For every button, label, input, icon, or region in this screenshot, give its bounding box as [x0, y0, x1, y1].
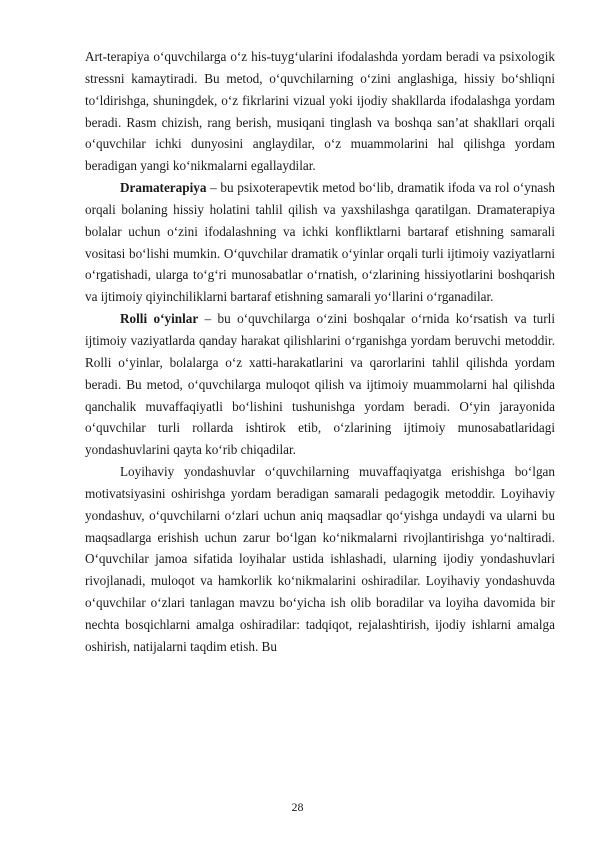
- paragraph-role-play: [85, 308, 555, 461]
- paragraph-dramatherapy: [85, 177, 555, 308]
- document-body: [85, 46, 555, 658]
- paragraph-dramatherapy-text: – bu psixoterapevtik metod bo‘lib, dramatik ifoda va rol o‘ynash orqali bolaning hissiy holatini tahlil qilish va yaxshilashga qaratilgan. Dramaterapiya bolalar uchun o‘zini ifodalashning va ichki konfliktlarni bartaraf etishning samarali vositasi bo‘lishi mumkin. O‘quvchilar dramatik o‘yinlar orqali turli ijtimoiy vaziyatlarni o‘rgatishadi, ularga to‘g‘ri munosabatlar o‘rnatish, o‘zlarining hissiyotlarini boshqarish va ijtimoiy qiyinchiliklarni bartaraf etishning samarali yo‘llarini o‘rganadilar.: [85, 180, 555, 305]
- paragraph-art-therapy: Art-terapiya o‘quvchilarga o‘z his-tuyg‘ularini ifodalashda yordam beradi va psixologik stressni kamaytiradi. Bu metod, o‘quvchilarning o‘zini anglashiga, hissiy bo‘shliqni to‘ldirishga, shuningdek, o‘z fikrlarini vizual yoki ijodiy shakllarda ifodalashga yordam beradi. Rasm chizish, rang berish, musiqani tinglash va boshqa san’at shakllari orqali o‘quvchilar ichki dunyosini anglaydilar, o‘z muammolarini hal qilishga yordam beradigan yangi ko‘nikmalarni egallaydilar.: [85, 49, 555, 174]
- term-dramatherapy: Dramaterapiya: [120, 180, 207, 196]
- paragraph-project-approach: Loyihaviy yondashuvlar o‘quvchilarning muvaffaqiyatga erishishga bo‘lgan motivatsiyasini oshirishga yordam beradigan samarali pedagogik metoddir. Loyihaviy yondashuv, o‘quvchilarni o‘zlari uchun aniq maqsadlar qo‘yishga undaydi va ularni bu maqsadlarga erishish uchun zarur bo‘lgan ko‘nikmalarni rivojlantirishga yo‘naltiradi. O‘quvchilar jamoa sifatida loyihalar ustida ishlashadi, ularning ijodiy yondashuvlari rivojlanadi, muloqot va hamkorlik ko‘nikmalarini oshiradilar. Loyihaviy yondashuvda o‘quvchilar o‘zlari tanlagan mavzu bo‘yicha ish olib boradilar va loyiha davomida bir nechta bosqichlarni amalga oshiradilar: tadqiqot, rejalashtirish, ijodiy ishlarni amalga oshirish, natijalarni taqdim etish. Bu: [85, 464, 555, 654]
- term-role-play: Rolli o‘yinlar: [120, 311, 199, 327]
- page-number: 28: [291, 800, 304, 814]
- paragraph-role-play-text: – bu o‘quvchilarga o‘zini boshqalar o‘rnida ko‘rsatish va turli ijtimoiy vaziyatlarda qanday harakat qilishlarini o‘rganishga yordam beruvchi metoddir. Rolli o‘yinlar, bolalarga o‘z xatti-harakatlarini va qarorlarini tahlil qilishda yordam beradi. Bu metod, o‘quvchilarga muloqot qilish va ijtimoiy muammolarni hal qilishda qanchalik muvaffaqiyatli bo‘lishini tushunishga yordam beradi. O‘yin jarayonida o‘quvchilar turli rollarda ishtirok etib, o‘zlarining ijtimoiy munosabatlaridagi yondashuvlarini qayta ko‘rib chiqadilar.: [85, 311, 555, 458]
